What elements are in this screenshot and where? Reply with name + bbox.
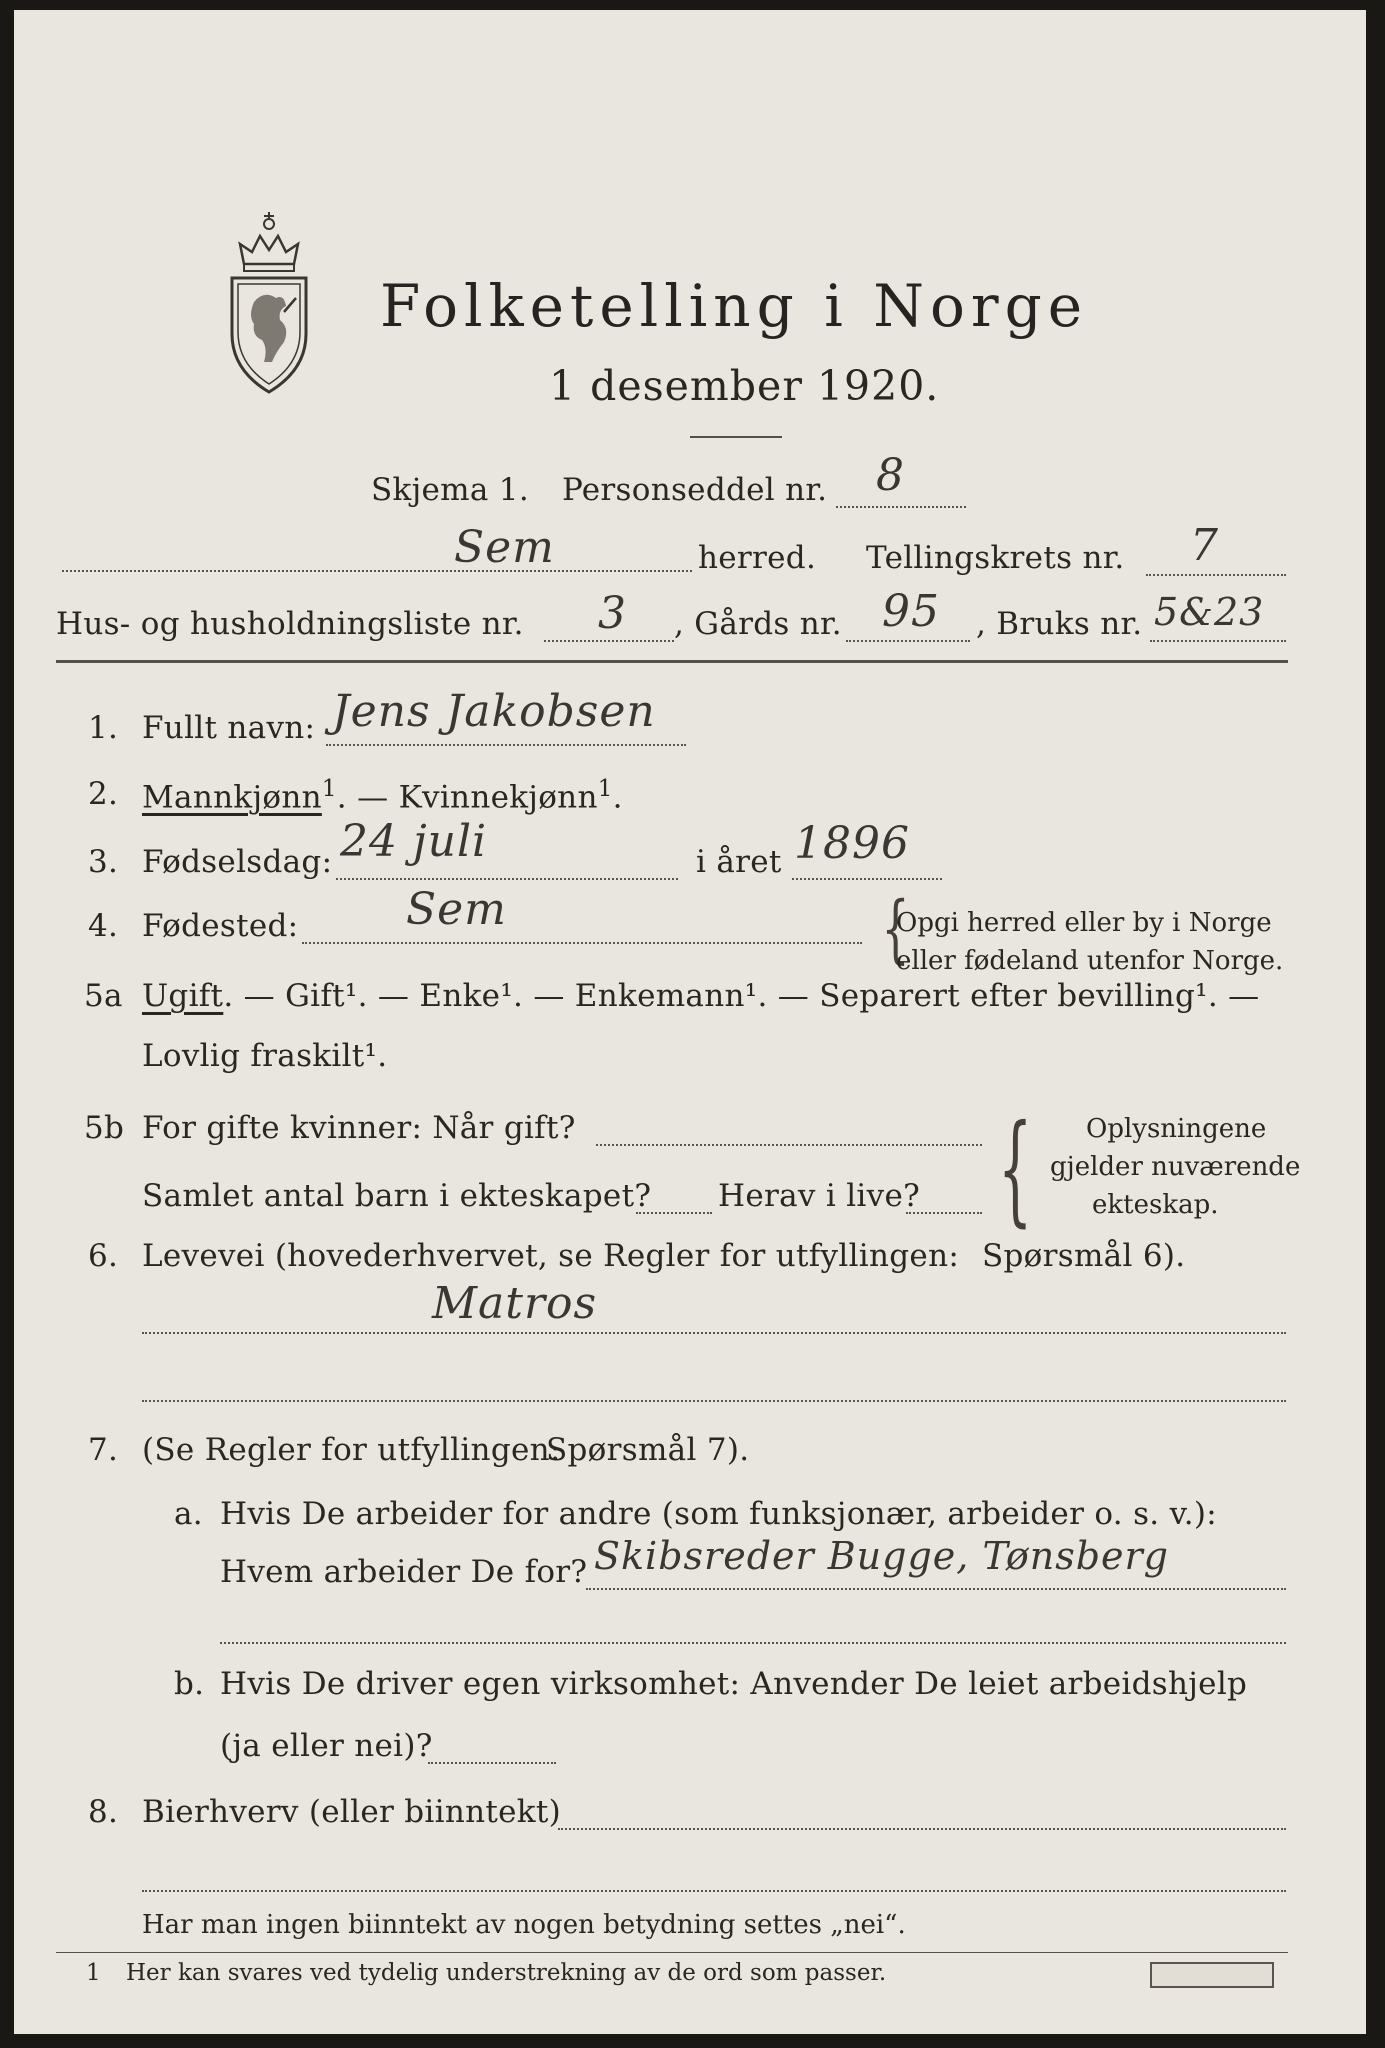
birthday-value[interactable]: 24 juli	[340, 816, 488, 867]
occupation-value[interactable]: Matros	[432, 1278, 598, 1329]
q1-label: Fullt navn:	[142, 710, 316, 746]
q7-label: (Se Regler for utfyllingen:	[142, 1432, 561, 1468]
q5b-brace: {	[998, 1100, 1033, 1239]
q4-line	[302, 942, 862, 944]
page-title: Folketelling i Norge	[380, 272, 1089, 340]
gender-female-option[interactable]: Kvinnekjønn	[398, 779, 598, 816]
q7a-line-2	[220, 1642, 1286, 1644]
marital-other-options[interactable]: . — Gift¹. — Enke¹. — Enkemann¹. — Separert efter bevilling¹. —	[223, 978, 1260, 1014]
q5b-note-line-2: gjelder nuværende	[1050, 1152, 1301, 1182]
gender-options	[142, 776, 623, 815]
marital-unmarried-option[interactable]: Ugift	[142, 978, 224, 1014]
q7b-letter: b.	[174, 1666, 205, 1702]
personseddel-line	[836, 506, 966, 508]
footnote-text: Her kan svares ved tydelig understrekning av de ord som passer.	[126, 1960, 887, 1986]
marital-status-options	[142, 978, 1259, 1014]
household-list-line	[544, 640, 674, 642]
q8-label: Bierhverv (eller biinntekt)	[142, 1794, 562, 1830]
printer-stamp	[1150, 1962, 1274, 1988]
household-list-value[interactable]: 3	[598, 588, 627, 639]
q1-line	[326, 744, 686, 746]
employer-value[interactable]: Skibsreder Bugge, Tønsberg	[594, 1534, 1169, 1578]
q7-number: 7.	[88, 1432, 119, 1468]
full-name-value[interactable]: Jens Jakobsen	[332, 686, 656, 737]
household-list-label: Hus- og husholdningsliste nr.	[56, 606, 524, 642]
bruks-value[interactable]: 5&23	[1154, 590, 1265, 634]
birthplace-value[interactable]: Sem	[406, 884, 507, 935]
q5b-note-line-3: ekteskap.	[1092, 1190, 1219, 1220]
q4-note-line-2: eller fødeland utenfor Norge.	[896, 946, 1284, 976]
herred-label: herred.	[698, 540, 817, 576]
q2-footnote-ref-1: 1	[321, 776, 337, 802]
schema-label: Skjema 1.	[371, 472, 529, 508]
q3-number: 3.	[88, 844, 119, 880]
q7-reference: Spørsmål 7).	[546, 1432, 750, 1468]
section-divider	[56, 660, 1288, 663]
q7b-label: Hvis De driver egen virksomhet: Anvender De leiet arbeidshjelp	[220, 1666, 1248, 1702]
footnote-divider	[56, 1952, 1288, 1953]
q5b-label: For gifte kvinner: Når gift?	[142, 1110, 576, 1146]
q7a-employer-line	[586, 1588, 1286, 1590]
q6-line-2	[142, 1400, 1286, 1402]
marital-divorced-option[interactable]: Lovlig fraskilt¹.	[142, 1038, 388, 1074]
q7b-sub-label: (ja eller nei)?	[220, 1728, 433, 1764]
tellingskrets-line	[1146, 574, 1286, 576]
census-date: 1 desember 1920.	[549, 362, 940, 410]
q4-label: Fødested:	[142, 908, 299, 944]
gards-label: , Gårds nr.	[674, 606, 842, 642]
q6-line-1	[142, 1332, 1286, 1334]
q7b-line	[428, 1762, 556, 1764]
q8-number: 8.	[88, 1794, 119, 1830]
gards-value[interactable]: 95	[882, 586, 940, 637]
personseddel-value[interactable]: 8	[876, 450, 905, 501]
q5b-children-label: Samlet antal barn i ekteskapet?	[142, 1178, 652, 1214]
bruks-label: , Bruks nr.	[976, 606, 1143, 642]
gender-male-option[interactable]: Mannkjønn	[142, 779, 322, 816]
tellingskrets-label: Tellingskrets nr.	[866, 540, 1125, 576]
q6-reference: Spørsmål 6).	[982, 1238, 1186, 1274]
q7a-label: Hvis De arbeider for andre (som funksjonær, arbeider o. s. v.):	[220, 1496, 1218, 1532]
q3-year-line	[792, 878, 942, 880]
q4-brace: {	[881, 886, 910, 972]
q4-number: 4.	[88, 908, 119, 944]
footnote-mark: 1	[86, 1960, 101, 1986]
census-form-page	[14, 10, 1366, 2034]
q4-note-line-1: Opgi herred eller by i Norge	[896, 908, 1272, 938]
q5b-note-line-1: Oplysningene	[1086, 1114, 1267, 1144]
q2-separator: . —	[336, 779, 399, 816]
title-divider	[690, 436, 782, 438]
gards-line	[846, 640, 970, 642]
q2-footnote-ref-2: 1	[597, 776, 613, 802]
q8-note: Har man ingen biinntekt av nogen betydning settes „nei“.	[142, 1910, 906, 1940]
q6-label: Levevei (hovederhvervet, se Regler for utfyllingen:	[142, 1238, 960, 1274]
bruks-line	[1150, 640, 1286, 642]
norway-coat-of-arms-icon	[214, 202, 324, 402]
q1-number: 1.	[88, 710, 119, 746]
q2-number: 2.	[88, 776, 119, 812]
q3-day-line	[336, 878, 678, 880]
q8-line-2	[142, 1890, 1286, 1892]
tellingskrets-value[interactable]: 7	[1190, 520, 1219, 571]
personseddel-label: Personseddel nr.	[562, 472, 828, 508]
q5b-alive-line	[906, 1212, 982, 1214]
herred-value[interactable]: Sem	[454, 522, 555, 573]
q3-year-label: i året	[696, 844, 782, 880]
q7a-employer-label: Hvem arbeider De for?	[220, 1554, 588, 1590]
q5b-number: 5b	[84, 1110, 125, 1146]
q5b-alive-label: Herav i live?	[718, 1178, 921, 1214]
q5a-number: 5a	[84, 978, 123, 1014]
q5b-married-line	[596, 1144, 982, 1146]
q8-line-1	[558, 1828, 1286, 1830]
q7a-letter: a.	[174, 1496, 203, 1532]
q2-end: .	[612, 779, 623, 816]
q3-label: Fødselsdag:	[142, 844, 333, 880]
q5b-children-line	[636, 1212, 712, 1214]
q6-number: 6.	[88, 1238, 119, 1274]
herred-line	[62, 570, 692, 572]
birth-year-value[interactable]: 1896	[794, 818, 910, 869]
